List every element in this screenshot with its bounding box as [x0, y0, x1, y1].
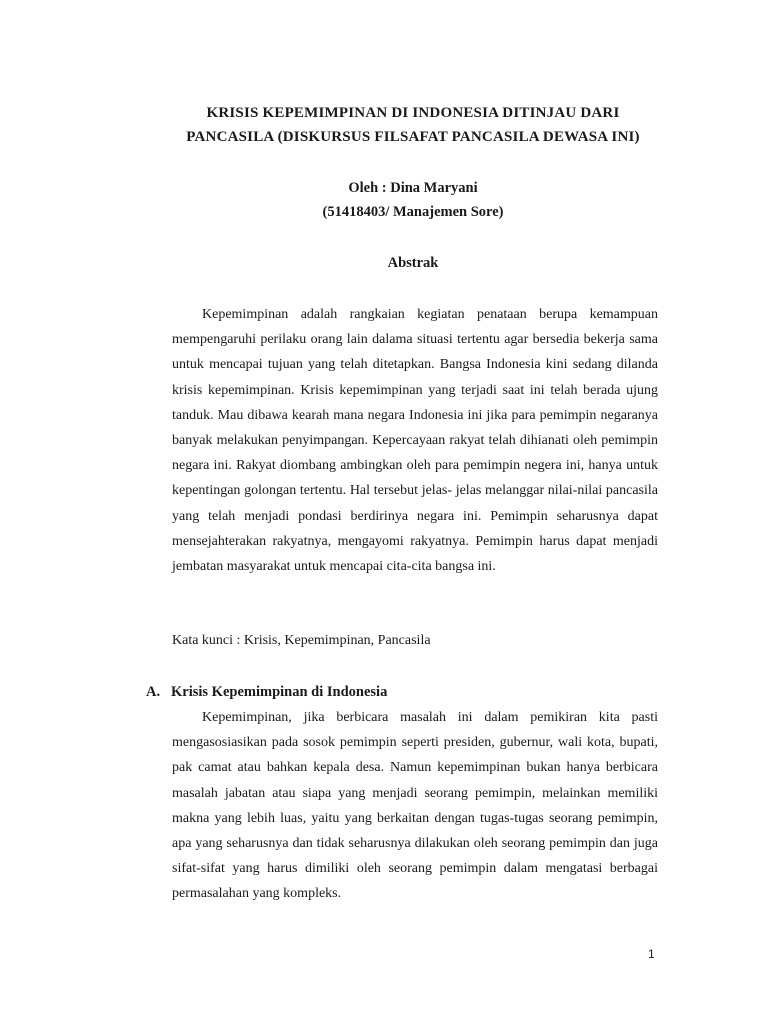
- document-title-line-1: KRISIS KEPEMIMPINAN DI INDONESIA DITINJAU DARI: [206, 105, 620, 121]
- keywords-line: Kata kunci : Krisis, Kepemimpinan, Pancasila: [172, 633, 431, 648]
- section-a-marker: A.: [146, 684, 161, 700]
- section-a-heading: [146, 680, 387, 704]
- abstract-heading: Abstrak: [387, 255, 439, 271]
- page-number: 1: [648, 947, 655, 961]
- author-name: Oleh : Dina Maryani: [348, 180, 478, 196]
- section-a-paragraph: Kepemimpinan, jika berbicara masalah ini dalam pemikiran kita pasti mengasosiasikan pada sosok pemimpin seperti presiden, gubernur, wali kota, bupati, pak camat atau bahkan kepala desa. Namun kepemimpinan bukan hanya berbicara masalah jabatan atau siapa yang menjadi seorang pemimpin, melainkan memiliki makna yang lebih luas, yaitu yang berkaitan dengan tugas-tugas seorang pemimpin, apa yang seharusnya dan tidak seharusnya dilakukan oleh seorang pemimpin dan juga sifat-sifat yang harus dimiliki oleh seorang pemimpin dalam mengatasi berbagai permasalahan yang kompleks.: [172, 710, 658, 902]
- author-id: (51418403/ Manajemen Sore): [322, 204, 504, 220]
- abstract-paragraph: Kepemimpinan adalah rangkaian kegiatan penataan berupa kemampuan mempengaruhi perilaku orang lain dalama situasi tertentu agar bersedia bekerja sama untuk mencapai tujuan yang telah ditetapkan. Bangsa Indonesia kini sedang dilanda krisis kepemimpinan. Krisis kepemimpinan yang terjadi saat ini telah berada ujung tanduk. Mau dibawa kearah mana negara Indonesia ini jika para pemimpin negaranya banyak melakukan penyimpangan. Kepercayaan rakyat telah dihianati oleh pemimpin negara ini. Rakyat diombang ambingkan oleh para pemimpin negera ini, hanya untuk kepentingan golongan tertentu. Hal tersebut jelas- jelas melanggar nilai-nilai pancasila yang telah menjadi pondasi berdirinya negara ini. Pemimpin seharusnya dapat mensejahterakan rakyatnya, mengayomi rakyatnya. Pemimpin harus dapat menjadi jembatan masyarakat untuk mencapai cita-cita bangsa ini.: [172, 307, 658, 575]
- document-title-line-2: PANCASILA (DISKURSUS FILSAFAT PANCASILA DEWASA INI): [186, 129, 640, 145]
- section-a-title: Krisis Kepemimpinan di Indonesia: [171, 684, 388, 700]
